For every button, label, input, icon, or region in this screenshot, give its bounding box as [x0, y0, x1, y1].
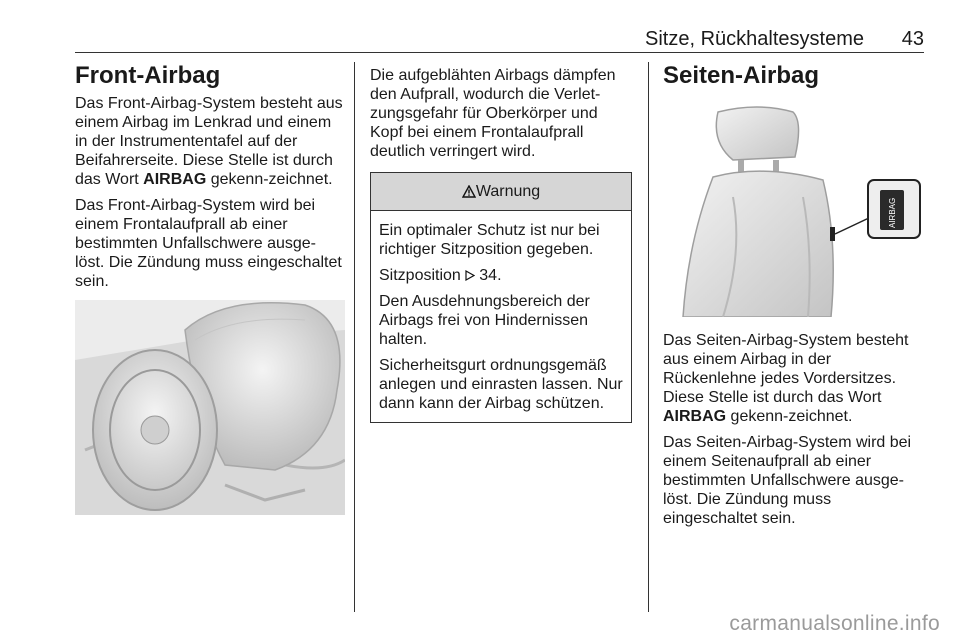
warning-paragraph-2: [379, 266, 623, 285]
airbag-keyword: AIRBAG: [663, 408, 727, 425]
side-airbag-paragraph-2: Das Seiten-Airbag-System wird bei einem Seitenaufprall ab einer bestimmten Unfallschwere ausge-löst. Die Zündung muss eingeschaltet sein.: [663, 434, 912, 527]
column-divider-1: [354, 62, 355, 612]
warning-body: [371, 211, 631, 422]
warning-paragraph-4: Sicherheitsgurt ordnungsgemäß anlegen und einrasten lassen. Nur dann kann der Airbag schützen.: [379, 357, 623, 412]
page-header: [75, 26, 924, 53]
front-airbag-paragraph-1: [75, 94, 345, 189]
text-span: Sitzposition: [379, 267, 466, 284]
seat-airbag-illustration: [663, 102, 925, 317]
side-airbag-heading: Seiten-Airbag: [663, 62, 820, 89]
airbag-keyword: AIRBAG: [143, 171, 207, 188]
airbag-effect-section: [370, 62, 632, 423]
text-span: Das Seiten-Airbag-System besteht aus einem Airbag in der Rückenlehne jedes Vordersitzes. Diese Stelle ist durch das Wort: [663, 332, 909, 406]
header-title: Sitze, Rückhaltesysteme: [645, 28, 864, 50]
page-ref-triangle-icon: [465, 270, 475, 281]
front-airbag-section: [75, 62, 345, 515]
page-number: 43: [901, 28, 924, 50]
text-span: gekenn-zeichnet.: [726, 408, 853, 425]
seat-airbag-label: AIRBAG: [888, 197, 897, 228]
side-airbag-paragraph-1: [663, 331, 925, 426]
side-airbag-section: [663, 62, 925, 535]
warning-title: Warnung: [475, 183, 541, 200]
airbag-effect-paragraph: Die aufgeblähten Airbags dämpfen den Aufprall, wodurch die Verlet-zungsgefahr für Oberkörper und Kopf bei einem Frontalaufprall deutlich verringert wird.: [370, 67, 616, 160]
text-span: Das Front-Airbag-System besteht aus einem Airbag im Lenkrad und einem in der Instrumententafel auf der Beifahrerseite. Diese Stelle ist durch das Wort: [75, 95, 343, 188]
front-airbag-illustration: [75, 300, 345, 515]
page-ref-link[interactable]: 34.: [479, 267, 502, 284]
warning-header: [371, 173, 631, 211]
text-span: gekenn-zeichnet.: [206, 171, 333, 188]
column-divider-2: [648, 62, 649, 612]
warning-paragraph-3: Den Ausdehnungsbereich der Airbags frei von Hindernissen halten.: [379, 293, 590, 348]
front-airbag-paragraph-2: Das Front-Airbag-System wird bei einem Frontalaufprall ab einer bestimmten Unfallschwere ausge-löst. Die Zündung muss eingeschaltet sein.: [75, 197, 342, 290]
footer-watermark: carmanualsonline.info: [729, 612, 940, 635]
warning-box: [370, 172, 632, 423]
warning-triangle-icon: [462, 185, 476, 198]
front-airbag-heading: Front-Airbag: [75, 62, 221, 89]
warning-paragraph-1: Ein optimaler Schutz ist nur bei richtiger Sitzposition gegeben.: [379, 222, 600, 258]
